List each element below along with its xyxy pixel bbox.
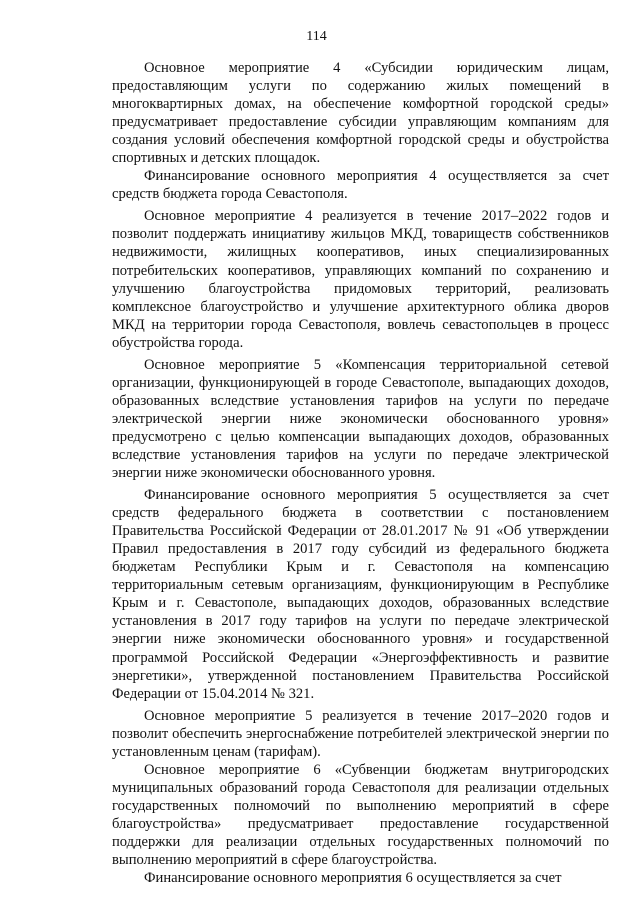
paragraph-main-activity-6: Основное мероприятие 6 «Субвенции бюджетам внутригородских муниципальных образований города Севастополя для реализации отдельных государственных полномочий по выполнению мероприятий в сфере благоустройства» предусматривает предоставление государственной поддержки для реализации отдельных государственных полномочий по выполнению мероприятий в сфере благоустройства. [112, 761, 609, 869]
page-number: 114 [306, 29, 327, 44]
paragraph-financing-activity-4: Финансирование основного мероприятия 4 осуществляется за счет средств бюджета города Севастополя. [112, 168, 609, 203]
paragraph-implementation-activity-4: Основное мероприятие 4 реализуется в течение 2017–2022 годов и позволит поддержать инициативу жильцов МКД, товариществ собственников недвижимости, жилищных кооперативов, иных специализированных потребительских кооперативов, управляющих компаний по сохранению и улучшению благоустройства придомовых территорий, реализовать комплексное благоустройство и улучшение архитектурного облика дворов МКД на территории города Севастополя, вовлечь севастопольцев в процесс обустройства города. [112, 208, 609, 351]
paragraph-main-activity-4: Основное мероприятие 4 «Субсидии юридическим лицам, предоставляющим услуги по содержанию жилых помещений в многоквартирных домах, на обеспечение комфортной городской среды» предусматривает предоставление субсидии управляющим компаниям для создания условий обеспечения комфортной городской среды и обустройства спортивных и детских площадок. [112, 60, 609, 167]
paragraph-implementation-activity-5: Основное мероприятие 5 реализуется в течение 2017–2020 годов и позволит обеспечить энергоснабжение потребителей электрической энергии по установленным ценам (тарифам). [112, 707, 609, 760]
paragraph-main-activity-5: Основное мероприятие 5 «Компенсация территориальной сетевой организации, функционирующей в городе Севастополе, выпадающих доходов, образованных вследствие установления тарифов на услуги по передаче электрической энергии ниже экономически обоснованного уровня» предусмотрено с целью компенсации выпадающих доходов, образованных вследствие установления тарифов на услуги по передаче электрической энергии ниже экономически обоснованного уровня. [112, 356, 609, 482]
body-text [112, 59, 609, 887]
paragraph-financing-activity-6: Финансирование основного мероприятия 6 осуществляется за счет [144, 870, 562, 887]
paragraph-financing-activity-5: Финансирование основного мероприятия 5 осуществляется за счет средств федерального бюджета в соответствии с постановлением Правительства Российской Федерации от 28.01.2017 № 91 «Об утверждении Правил предоставления в 2017 году субсидий из федерального бюджета бюджетам Республики Крым и г. Севастополя на компенсацию территориальным сетевым организациям, функционирующим в Республике Крым и г. Севастополе, выпадающих доходов, образованных вследствие установления в 2017 году тарифов на услуги по передаче электрической энергии ниже экономически обоснованного уровня» и государственной программой Российской Федерации «Энергоэффективность и развитие энергетики», утвержденной постановлением Правительства Российской Федерации от 15.04.2014 № 321. [112, 487, 609, 702]
